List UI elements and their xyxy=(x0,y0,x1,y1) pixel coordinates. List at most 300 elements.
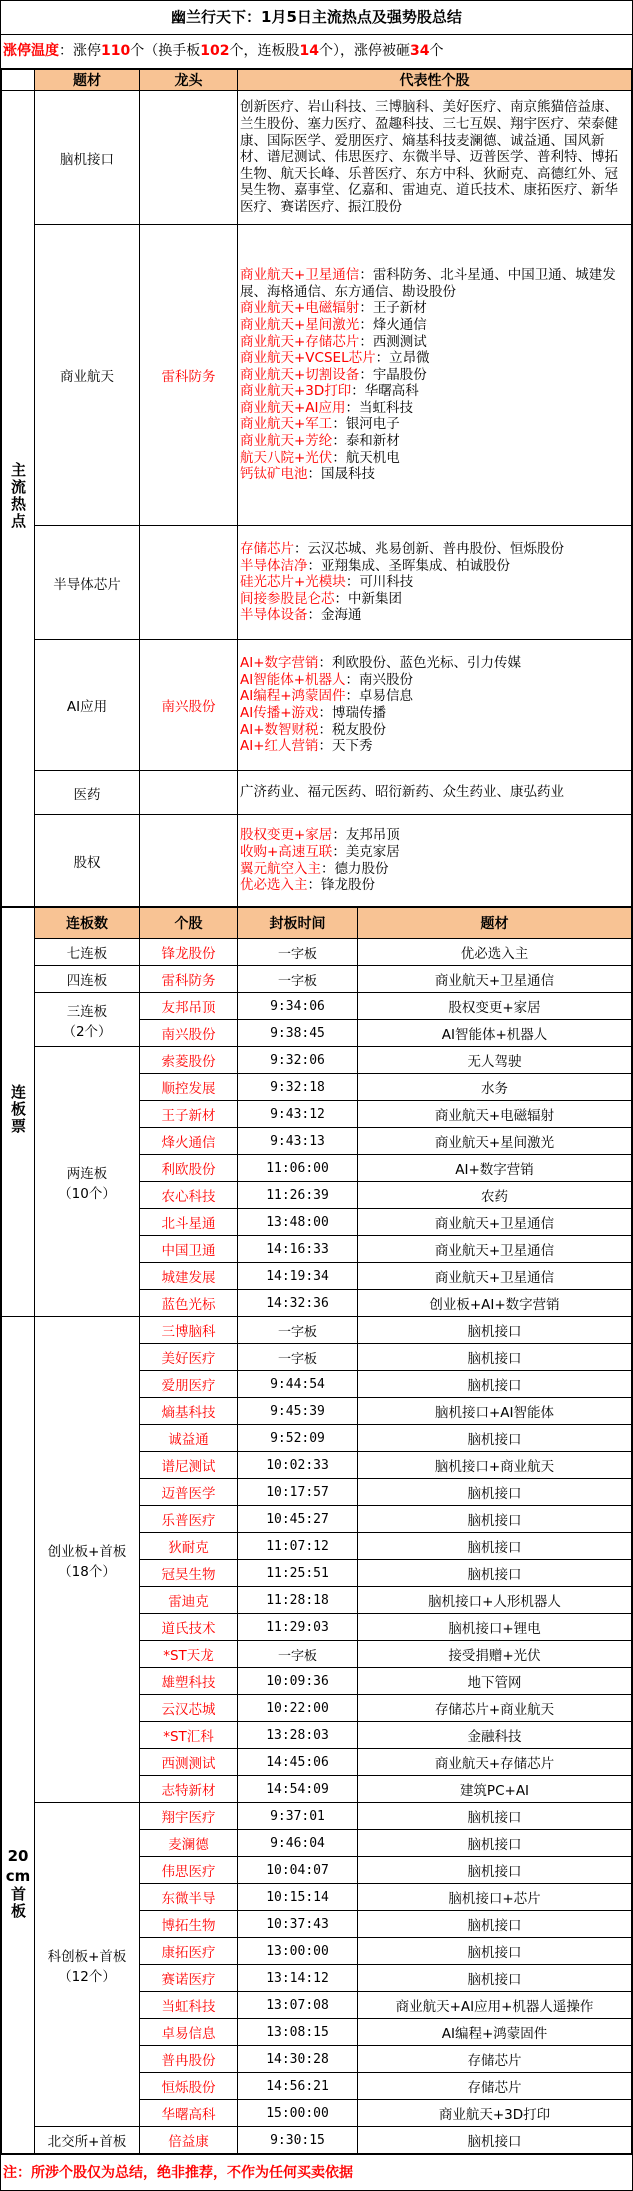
disclaimer-note: 注：所涉个股仅为总结，绝非推荐，不作为任何买卖依据 xyxy=(1,2154,632,2190)
stock-theme: 水务 xyxy=(358,1074,632,1101)
stock-names: 烽火通信 xyxy=(372,316,427,333)
sub-theme-tag: 间接参股昆仑芯 xyxy=(240,590,335,607)
stock-line xyxy=(240,400,629,417)
lianban-header-cell: 封板时间 xyxy=(238,908,358,939)
stock-theme: 存储芯片 xyxy=(358,2073,632,2100)
group-label: 创业板+首板 xyxy=(47,1543,127,1560)
first-board-side-text xyxy=(2,1546,34,1925)
table-row xyxy=(2,2127,632,2154)
colon: ： xyxy=(359,366,373,383)
stock-theme: 脑机接口 xyxy=(358,1965,632,1992)
stock-names: 税友股份 xyxy=(332,721,387,738)
sub-theme-tag: 商业航天+切割设备 xyxy=(240,366,360,383)
stock-line xyxy=(240,300,629,317)
header-stocks: 代表性个股 xyxy=(238,70,632,91)
stock-names: 卓易信息 xyxy=(359,688,414,705)
colon: ： xyxy=(359,300,373,317)
colon: ： xyxy=(345,574,360,591)
stock-names: 泰和新材 xyxy=(345,433,400,450)
stock-names: 中新集团 xyxy=(348,590,402,607)
seal-time: 11:07:12 xyxy=(238,1533,358,1560)
seal-time: 11:06:00 xyxy=(238,1155,358,1182)
sub-theme-tag: 存储芯片 xyxy=(240,541,294,558)
group-label: 北交所+首板 xyxy=(47,2134,127,2150)
seal-time: 15:00:00 xyxy=(238,2100,358,2127)
stock-theme: 接受捐赠+光伏 xyxy=(358,1641,632,1668)
stock-theme: AI编程+鸿蒙固件 xyxy=(358,2019,632,2046)
seal-time: 一字板 xyxy=(238,939,358,966)
stock-theme: 脑机接口 xyxy=(358,1938,632,1965)
stock-name: 中国卫通 xyxy=(140,1236,238,1263)
seal-time: 9:43:13 xyxy=(238,1128,358,1155)
colon: ： xyxy=(359,316,373,333)
stock-line xyxy=(240,688,629,705)
seal-time: 10:04:07 xyxy=(238,1857,358,1884)
stock-name: 雷迪克 xyxy=(140,1587,238,1614)
stock-name: 南兴股份 xyxy=(140,1020,238,1047)
colon: ： xyxy=(318,705,333,721)
stock-name: 索菱股份 xyxy=(140,1047,238,1074)
seal-time: 14:30:28 xyxy=(238,2046,358,2073)
stock-name: 博拓生物 xyxy=(140,1911,238,1938)
stock-theme: 商业航天+卫星通信 xyxy=(358,1209,632,1236)
seal-time: 11:25:51 xyxy=(238,1560,358,1587)
seal-time: 9:30:15 xyxy=(238,2127,358,2154)
stock-theme: 脑机接口 xyxy=(358,1506,632,1533)
sub-theme-tag: 商业航天+存储芯片 xyxy=(240,333,360,350)
lianban-side-label xyxy=(2,908,35,1317)
stock-theme: 脑机接口 xyxy=(358,1344,632,1371)
leader-cell: 南兴股份 xyxy=(140,640,238,771)
sub-theme-tag: 收购+高速互联 xyxy=(240,843,333,860)
stocks-cell xyxy=(238,91,632,225)
lianban-header-cell: 题材 xyxy=(358,908,632,939)
stock-line xyxy=(240,844,629,861)
stock-theme: 农药 xyxy=(358,1182,632,1209)
sub-theme-tag: 翼元航空入主 xyxy=(240,860,321,877)
stock-line xyxy=(240,827,629,844)
stock-line xyxy=(240,334,629,351)
sub-theme-tag: AI智能体+机器人 xyxy=(240,671,346,688)
stock-line xyxy=(240,541,629,558)
colon: ： xyxy=(359,267,373,284)
table-row xyxy=(2,993,632,1020)
colon: ： xyxy=(318,655,333,672)
stock-theme: 脑机接口+AI智能体 xyxy=(358,1398,632,1425)
seal-time: 一字板 xyxy=(238,966,358,993)
stock-theme: 股权变更+家居 xyxy=(358,993,632,1020)
stocks-cell xyxy=(238,771,632,815)
colon: ： xyxy=(332,843,346,860)
colon: ： xyxy=(332,433,346,450)
stock-name: 恒烁股份 xyxy=(140,2073,238,2100)
stock-line xyxy=(240,416,629,433)
side-first-board: 首板 xyxy=(9,1885,27,1920)
stock-line xyxy=(240,350,629,367)
stock-line xyxy=(240,722,629,739)
theme-cell: 股权 xyxy=(35,815,140,907)
stock-names: 王子新材 xyxy=(372,300,427,317)
leader-cell xyxy=(140,771,238,815)
stock-names: 博瑞传播 xyxy=(332,705,387,721)
stock-line xyxy=(240,655,629,672)
stock-theme: 建筑PC+AI xyxy=(358,1776,632,1803)
stock-name: 北斗星通 xyxy=(140,1209,238,1236)
sub-theme-tag: AI+数字营销 xyxy=(240,655,319,672)
stock-name: 冠昊生物 xyxy=(140,1560,238,1587)
group-label-cell xyxy=(35,993,140,1047)
stock-name: 道氏技术 xyxy=(140,1614,238,1641)
hot-theme-row xyxy=(2,225,632,526)
stock-name: 诚益通 xyxy=(140,1425,238,1452)
hot-header-row xyxy=(2,70,632,91)
stock-names: 宇晶股份 xyxy=(372,366,427,383)
lianban-header-cell: 个股 xyxy=(140,908,238,939)
table-row xyxy=(2,1047,632,1074)
colon: ： xyxy=(307,607,321,624)
stock-line xyxy=(240,705,629,722)
seal-time: 9:38:45 xyxy=(238,1020,358,1047)
stock-names: 国晟科技 xyxy=(321,466,375,483)
seal-time: 13:07:08 xyxy=(238,1992,358,2019)
table-row xyxy=(2,1317,632,1344)
stock-line xyxy=(240,433,629,450)
seal-time: 11:28:18 xyxy=(238,1587,358,1614)
colon: ： xyxy=(375,350,390,367)
colon: ： xyxy=(351,383,365,400)
lianban-header-cell: 连板数 xyxy=(35,908,140,939)
colon: ： xyxy=(332,827,346,844)
seal-time: 13:48:00 xyxy=(238,1209,358,1236)
stock-names: 云汉芯城、兆易创新、普冉股份、恒烁股份 xyxy=(307,541,564,558)
colon: ： xyxy=(332,449,346,466)
stock-names: 友邦吊顶 xyxy=(345,827,400,844)
hot-side-text: 主流热点 xyxy=(9,462,27,530)
sub-theme-tag: 商业航天+3D打印 xyxy=(240,383,352,400)
stock-line xyxy=(240,267,629,300)
stock-names: 广济药业、福元医药、昭衍新药、众生药业、康弘药业 xyxy=(240,784,564,801)
group-label-cell xyxy=(35,939,140,966)
sub-theme-tag: 钙钛矿电池 xyxy=(240,466,308,483)
stock-names: 亚翔集成、圣晖集成、柏诚股份 xyxy=(321,557,510,574)
stock-name: 友邦吊顶 xyxy=(140,993,238,1020)
seal-time: 一字板 xyxy=(238,1344,358,1371)
stock-theme: 脑机接口+商业航天 xyxy=(358,1452,632,1479)
stock-name: 赛诺医疗 xyxy=(140,1965,238,1992)
seal-time: 13:14:12 xyxy=(238,1965,358,1992)
colon: ： xyxy=(307,466,321,483)
stock-theme: 脑机接口 xyxy=(358,1425,632,1452)
page-title: 幽兰行天下：1月5日主流热点及强势股总结 xyxy=(1,1,632,35)
group-label-cell xyxy=(35,1047,140,1317)
broken-count: 34 xyxy=(409,43,430,59)
sub-theme-tag: 商业航天+军工 xyxy=(240,416,333,433)
stock-theme: 商业航天+卫星通信 xyxy=(358,1263,632,1290)
sub-theme-tag: 半导体设备 xyxy=(240,607,308,624)
seal-time: 9:32:18 xyxy=(238,1074,358,1101)
stocks-cell xyxy=(238,640,632,771)
group-label-cell xyxy=(35,1317,140,1803)
hot-theme-row xyxy=(2,91,632,225)
stocks-cell xyxy=(238,815,632,907)
seal-time: 9:45:39 xyxy=(238,1398,358,1425)
seal-time: 一字板 xyxy=(238,1317,358,1344)
table-row xyxy=(2,1803,632,1830)
colon: ： xyxy=(345,671,360,688)
group-count: （10个） xyxy=(58,1185,116,1202)
stock-name: 西测测试 xyxy=(140,1749,238,1776)
theme-cell: 半导体芯片 xyxy=(35,526,140,640)
sub-theme-tag: 硅光芯片+光模块 xyxy=(240,574,346,591)
stock-name: 倍益康 xyxy=(140,2127,238,2154)
seal-time: 10:02:33 xyxy=(238,1452,358,1479)
stock-line xyxy=(240,784,629,801)
seal-time: 10:09:36 xyxy=(238,1668,358,1695)
stock-theme: 脑机接口 xyxy=(358,2127,632,2154)
stock-name: 蓝色光标 xyxy=(140,1290,238,1317)
stock-name: 美好医疗 xyxy=(140,1344,238,1371)
seal-time: 9:52:09 xyxy=(238,1425,358,1452)
seal-time: 10:37:43 xyxy=(238,1911,358,1938)
temperature-sep: ： xyxy=(59,43,73,59)
side-cm: cm xyxy=(5,1866,31,1885)
header-theme: 题材 xyxy=(35,70,140,91)
stock-theme: 脑机接口 xyxy=(358,1317,632,1344)
stock-theme: 脑机接口 xyxy=(358,1533,632,1560)
stock-name: 伟思医疗 xyxy=(140,1857,238,1884)
theme-cell: 商业航天 xyxy=(35,225,140,526)
theme-cell: 医药 xyxy=(35,771,140,815)
stock-names: 立昂微 xyxy=(389,350,430,367)
stock-theme: 商业航天+卫星通信 xyxy=(358,966,632,993)
stock-name: 志特新材 xyxy=(140,1776,238,1803)
stock-theme: 脑机接口 xyxy=(358,1803,632,1830)
stock-name: 普冉股份 xyxy=(140,2046,238,2073)
stock-name: 顺控发展 xyxy=(140,1074,238,1101)
stock-names: 可川科技 xyxy=(359,574,414,591)
hot-theme-row xyxy=(2,815,632,907)
stock-names: 雷科防务、北斗星通、中国卫通、城建发展、海格通信、东方通信、勘设股份 xyxy=(240,267,616,300)
stock-theme: 商业航天+电磁辐射 xyxy=(358,1101,632,1128)
seal-time: 11:29:03 xyxy=(238,1614,358,1641)
stock-name: 麦澜德 xyxy=(140,1830,238,1857)
temperature-text: 个（换手板 xyxy=(130,43,201,59)
stock-name: 康拓医疗 xyxy=(140,1938,238,1965)
stock-name: 熵基科技 xyxy=(140,1398,238,1425)
stock-line xyxy=(240,450,629,467)
stock-line xyxy=(240,861,629,878)
sub-theme-tag: 商业航天+卫星通信 xyxy=(240,267,360,284)
stock-theme: 无人驾驶 xyxy=(358,1047,632,1074)
seal-time: 14:56:21 xyxy=(238,2073,358,2100)
colon: ： xyxy=(307,877,321,894)
stock-name: 爱朋医疗 xyxy=(140,1371,238,1398)
seal-time: 10:45:27 xyxy=(238,1506,358,1533)
stock-name: 云汉芯城 xyxy=(140,1695,238,1722)
stock-theme: 优必选入主 xyxy=(358,939,632,966)
seal-time: 13:08:15 xyxy=(238,2019,358,2046)
stock-line xyxy=(240,738,629,755)
stock-theme: 地下管网 xyxy=(358,1668,632,1695)
group-label: 科创板+首板 xyxy=(47,1948,127,1965)
stock-name: 锋龙股份 xyxy=(140,939,238,966)
hot-theme-row xyxy=(2,526,632,640)
stock-theme: 创业板+AI+数字营销 xyxy=(358,1290,632,1317)
stock-line xyxy=(240,672,629,689)
group-label: 三连板 xyxy=(66,1003,108,1020)
seal-time: 14:16:33 xyxy=(238,1236,358,1263)
stock-name: 当虹科技 xyxy=(140,1992,238,2019)
seal-time: 9:44:54 xyxy=(238,1371,358,1398)
group-label-cell xyxy=(35,1803,140,2127)
stock-name: 东微半导 xyxy=(140,1884,238,1911)
stock-name: 农心科技 xyxy=(140,1182,238,1209)
sub-theme-tag: 航天八院+光伏 xyxy=(240,449,333,466)
stocks-cell xyxy=(238,526,632,640)
sub-theme-tag: 商业航天+芳纶 xyxy=(240,433,333,450)
stock-line xyxy=(240,558,629,575)
hot-themes-table xyxy=(1,69,632,907)
stock-name: 城建发展 xyxy=(140,1263,238,1290)
table-row xyxy=(2,966,632,993)
stock-theme: 脑机接口+人形机器人 xyxy=(358,1587,632,1614)
temperature-text: 个，连板股 xyxy=(229,43,300,59)
sub-theme-tag: 商业航天+AI应用 xyxy=(240,399,346,416)
stock-names: 美克家居 xyxy=(345,843,400,860)
colon: ： xyxy=(318,721,333,738)
temperature-text: 涨停 xyxy=(73,43,101,59)
seal-time: 14:54:09 xyxy=(238,1776,358,1803)
stock-theme: 商业航天+星间激光 xyxy=(358,1128,632,1155)
colon: ： xyxy=(334,590,348,607)
sub-theme-tag: 半导体洁净 xyxy=(240,557,308,574)
hot-side-label xyxy=(2,70,35,91)
stock-theme: 脑机接口 xyxy=(358,1371,632,1398)
first-board-side-label xyxy=(2,1317,35,2154)
stock-line xyxy=(240,99,629,215)
stock-names: 西测测试 xyxy=(372,333,427,350)
stock-theme: 商业航天+AI应用+机器人遥操作 xyxy=(358,1992,632,2019)
stock-names: 银河电子 xyxy=(345,416,400,433)
lianban-header-row xyxy=(2,908,632,939)
leader-cell xyxy=(140,91,238,225)
sub-theme-tag: 商业航天+电磁辐射 xyxy=(240,300,360,317)
stock-names: 南兴股份 xyxy=(359,671,414,688)
seal-time: 9:46:04 xyxy=(238,1830,358,1857)
sub-theme-tag: 股权变更+家居 xyxy=(240,827,333,844)
colon: ： xyxy=(321,860,335,877)
seal-time: 10:22:00 xyxy=(238,1695,358,1722)
consecutive-boards-table xyxy=(1,907,632,2154)
group-count: （2个） xyxy=(62,1023,112,1040)
stock-name: 狄耐克 xyxy=(140,1533,238,1560)
stock-name: *ST天龙 xyxy=(140,1641,238,1668)
group-label: 七连板 xyxy=(66,946,108,962)
seal-time: 一字板 xyxy=(238,1641,358,1668)
stock-theme: 金融科技 xyxy=(358,1722,632,1749)
group-label-cell xyxy=(35,2127,140,2154)
colon: ： xyxy=(345,399,360,416)
stock-theme: 脑机接口+芯片 xyxy=(358,1884,632,1911)
stock-theme: AI智能体+机器人 xyxy=(358,1020,632,1047)
seal-time: 14:32:36 xyxy=(238,1290,358,1317)
sub-theme-tag: AI传播+游戏 xyxy=(240,705,319,721)
seal-time: 9:32:06 xyxy=(238,1047,358,1074)
stock-theme: 脑机接口+锂电 xyxy=(358,1614,632,1641)
group-count: （18个） xyxy=(58,1563,116,1580)
stock-theme: AI+数字营销 xyxy=(358,1155,632,1182)
stock-theme: 商业航天+3D打印 xyxy=(358,2100,632,2127)
stock-name: 利欧股份 xyxy=(140,1155,238,1182)
stock-line xyxy=(240,317,629,334)
seal-time: 13:00:00 xyxy=(238,1938,358,1965)
seal-time: 9:43:12 xyxy=(238,1101,358,1128)
temperature-text: 个），涨停被砸 xyxy=(318,43,410,59)
stock-name: 翔宇医疗 xyxy=(140,1803,238,1830)
group-label: 四连板 xyxy=(66,973,108,989)
stock-name: *ST汇科 xyxy=(140,1722,238,1749)
seal-time: 9:37:01 xyxy=(238,1803,358,1830)
stock-line xyxy=(240,877,629,894)
colon: ： xyxy=(332,416,346,433)
hot-theme-row xyxy=(2,640,632,771)
colon: ： xyxy=(359,333,373,350)
sub-theme-tag: AI编程+鸿蒙固件 xyxy=(240,688,346,705)
colon: ： xyxy=(345,688,360,705)
turnover-count: 102 xyxy=(200,43,230,59)
stock-names: 利欧股份、蓝色光标、引力传媒 xyxy=(332,655,522,672)
stock-line xyxy=(240,591,629,608)
stock-theme: 脑机接口 xyxy=(358,1911,632,1938)
leader-cell xyxy=(140,526,238,640)
stock-names: 天下秀 xyxy=(332,738,373,755)
seal-time: 10:15:14 xyxy=(238,1884,358,1911)
group-count: （12个） xyxy=(58,1968,116,1985)
lianban-side-text: 连板票 xyxy=(9,1084,27,1135)
leader-cell: 雷科防务 xyxy=(140,225,238,526)
seal-time: 13:28:03 xyxy=(238,1722,358,1749)
stock-theme: 脑机接口 xyxy=(358,1857,632,1884)
stock-name: 王子新材 xyxy=(140,1101,238,1128)
colon: ： xyxy=(318,738,333,755)
stock-name: 谱尼测试 xyxy=(140,1452,238,1479)
stock-name: 雷科防务 xyxy=(140,966,238,993)
temperature-text: 个 xyxy=(429,43,444,59)
seal-time: 14:19:34 xyxy=(238,1263,358,1290)
stock-name: 三博脑科 xyxy=(140,1317,238,1344)
table-row xyxy=(2,939,632,966)
stock-names: 锋龙股份 xyxy=(321,877,375,894)
stock-theme: 存储芯片 xyxy=(358,2046,632,2073)
stock-line xyxy=(240,466,629,483)
stock-theme: 商业航天+卫星通信 xyxy=(358,1236,632,1263)
limit-up-temperature xyxy=(1,35,632,69)
group-label-cell xyxy=(35,966,140,993)
temperature-label: 涨停温度 xyxy=(3,43,59,59)
stock-names: 金海通 xyxy=(321,607,362,624)
seal-time: 9:34:06 xyxy=(238,993,358,1020)
stock-line xyxy=(240,607,629,624)
sub-theme-tag: 商业航天+VCSEL芯片 xyxy=(240,350,376,367)
theme-cell: 脑机接口 xyxy=(35,91,140,225)
sub-theme-tag: 优必选入主 xyxy=(240,877,308,894)
leader-cell xyxy=(140,815,238,907)
sub-theme-tag: AI+红人营销 xyxy=(240,738,319,755)
sub-theme-tag: AI+数智财税 xyxy=(240,721,319,738)
seal-time: 14:45:06 xyxy=(238,1749,358,1776)
seal-time: 11:26:39 xyxy=(238,1182,358,1209)
colon: ： xyxy=(307,557,321,574)
